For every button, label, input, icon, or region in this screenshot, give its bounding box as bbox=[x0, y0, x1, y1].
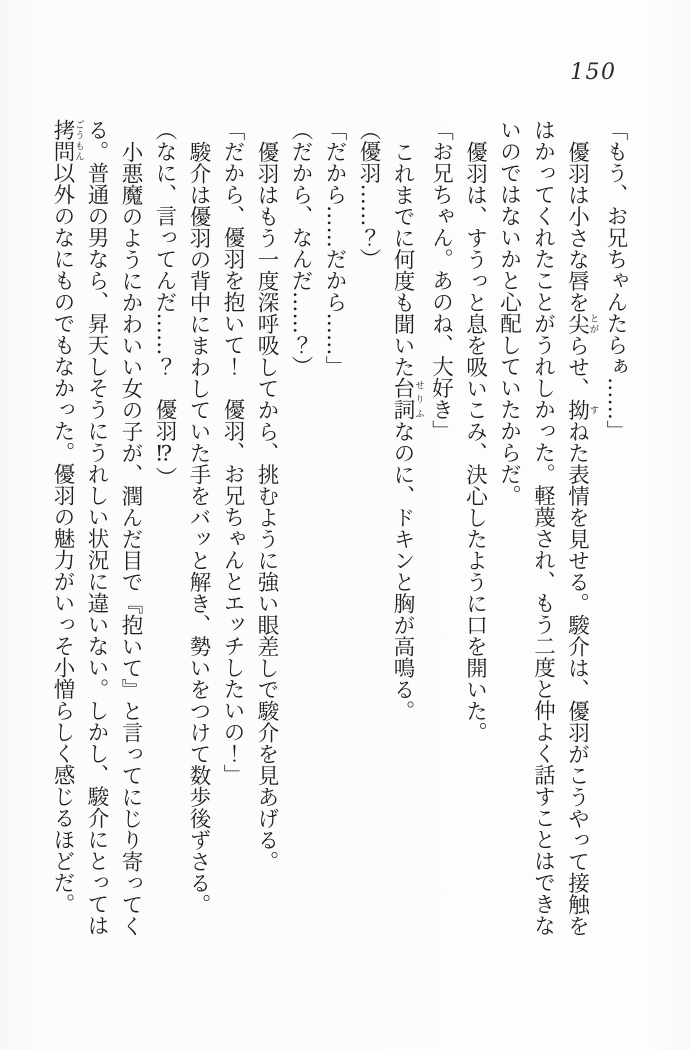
ruby-annotated-word: 拗す bbox=[564, 398, 599, 420]
ruby-annotated-word: 拷問ごうもん bbox=[50, 119, 84, 162]
text-line: 駿介は優羽の背中にまわしていた手をバッと解き、勢いをつけて数歩後ずさる。 bbox=[186, 140, 211, 915]
page-number: 150 bbox=[570, 60, 617, 85]
furigana: す bbox=[587, 398, 599, 420]
text-line: 優羽は小さな唇を尖とがらせ、拗すねた表情を見せる。駿介は、優羽がこうやって接触をはかってくれたことがうれしかった。軽蔑され、もう二度と仲よく話すことはできないのではないかと心配していたからだ。 bbox=[496, 119, 599, 936]
furigana: とが bbox=[587, 312, 599, 334]
text-block bbox=[45, 119, 632, 947]
text-line: （だから、なんだ……？） bbox=[288, 119, 313, 377]
text-line: 「もう、お兄ちゃんたらぁ……」 bbox=[603, 119, 628, 442]
text-line: これまでに何度も聞いた台詞せりふなのに、ドキンと胸が高鳴る。 bbox=[390, 140, 424, 721]
text-line: 優羽は、すうっと息を吸いこみ、決心したように口を開いた。 bbox=[462, 140, 488, 743]
furigana: ごうもん bbox=[73, 119, 84, 162]
text-line: 「だから、優羽を抱いて！ 優羽、お兄ちゃんとエッチしたいの！」 bbox=[220, 119, 245, 786]
text-line: 小悪魔のようにかわいい女の子が、潤んだ目で『抱いて』と言ってにじり寄ってくる。普通の男なら、昇天しそうにうれしい状況に違いない。しかし、駿介にとっては拷問ごうもん以外のなにものでもなかった。優羽の魅力がいっそ小憎らしく感じるほどだ。 bbox=[50, 119, 143, 936]
ruby-annotated-word: 尖とが bbox=[564, 312, 599, 334]
text-line: （優羽……？） bbox=[356, 119, 381, 270]
text-line: 優羽はもう一度深呼吸してから、挑むように強い眼差しで駿介を見あげる。 bbox=[254, 140, 279, 872]
text-line: 「だから……だから……」 bbox=[322, 119, 347, 377]
ruby-annotated-word: 台詞せりふ bbox=[390, 377, 424, 420]
text-line: 「お兄ちゃん。あのね、大好き」 bbox=[428, 119, 454, 442]
furigana: せりふ bbox=[413, 377, 424, 420]
text-line: （なに、言ってんだ……？ 優羽⁉） bbox=[152, 119, 177, 488]
